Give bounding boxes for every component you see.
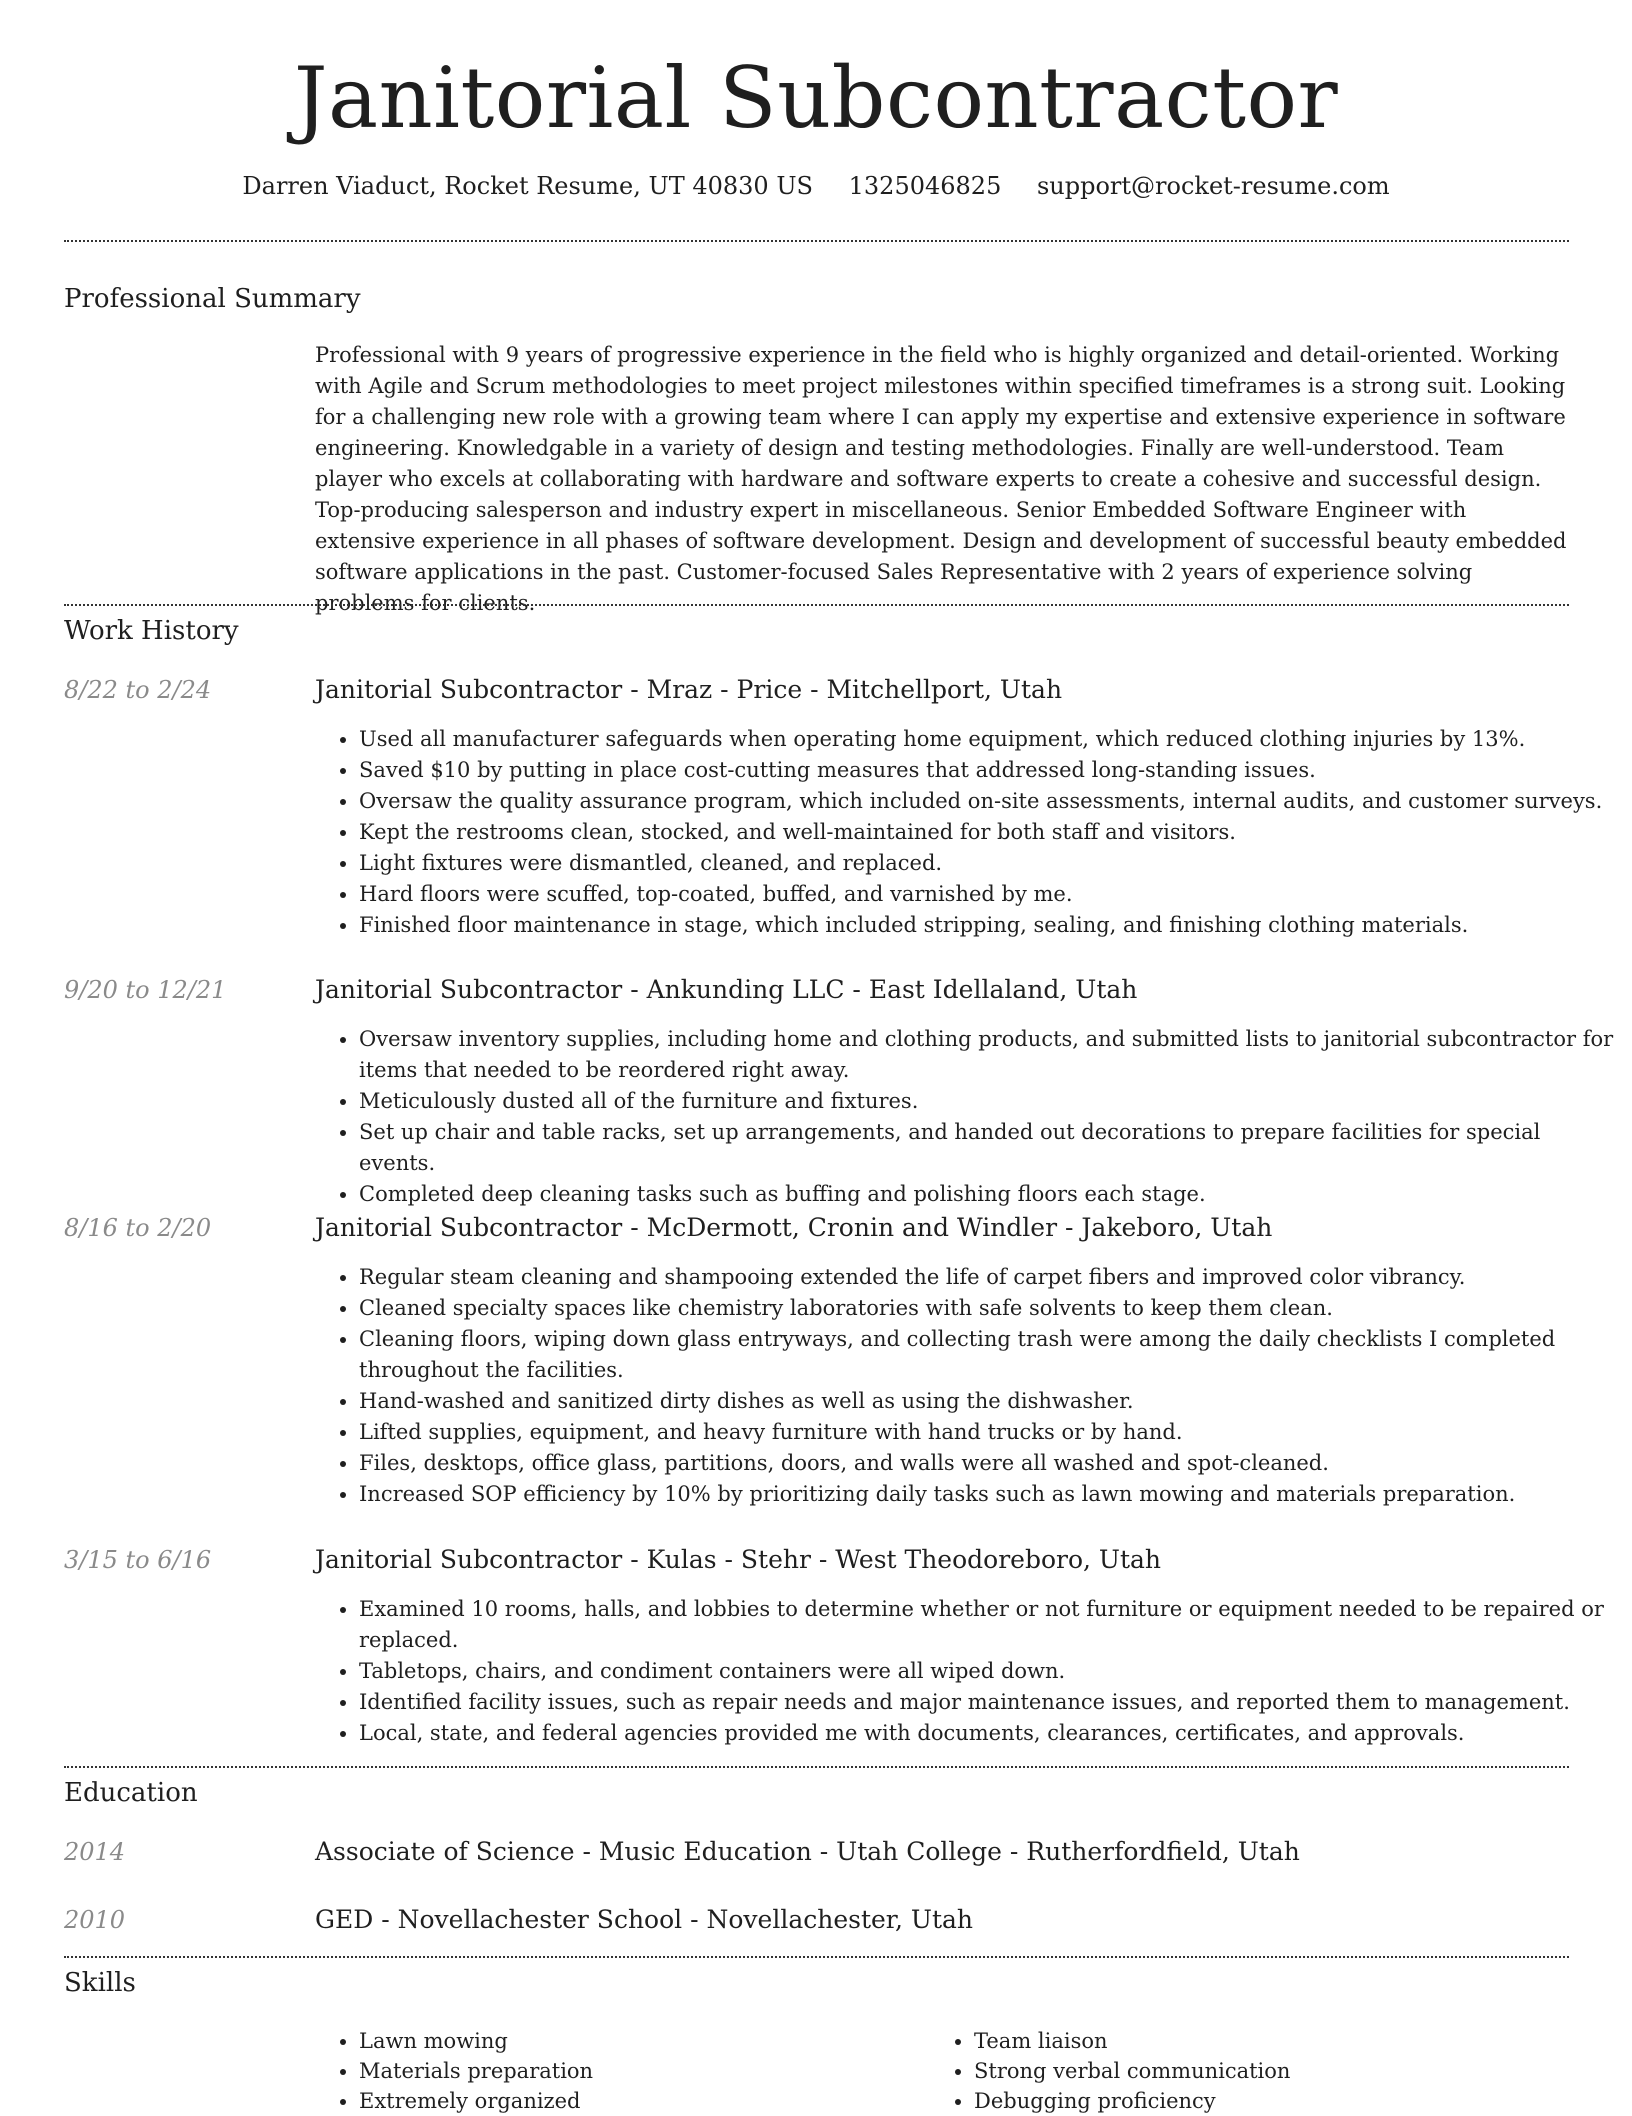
- job-bullet: • Set up chair and table racks, set up arrangements, and handed out decorations to prepare facilities for special events.: [359, 1117, 1614, 1179]
- job-bullet: • Saved $10 by putting in place cost-cutting measures that addressed long-standing issues.: [359, 755, 1614, 786]
- job-dates: 8/22 to 2/24: [64, 676, 212, 704]
- job-bullet: • Kept the restrooms clean, stocked, and well-maintained for both staff and visitors.: [359, 817, 1614, 848]
- contact-line: [0, 172, 1632, 200]
- skill-item: • Extremely organized: [359, 2086, 919, 2116]
- contact-address: Darren Viaduct, Rocket Resume, UT 40830 US: [242, 172, 813, 200]
- skills-list-right: [930, 2026, 1574, 2116]
- contact-phone: 1325046825: [848, 172, 1002, 200]
- skill-item: • Strong verbal communication: [974, 2056, 1574, 2086]
- job-bullet: • Local, state, and federal agencies provided me with documents, clearances, certificates, and approvals.: [359, 1718, 1614, 1749]
- education-year: 2014: [64, 1838, 126, 1866]
- work-history-heading: Work History: [64, 616, 239, 646]
- skills-list-left: [315, 2026, 919, 2116]
- job-bullet: • Completed deep cleaning tasks such as buffing and polishing floors each stage.: [359, 1179, 1614, 1210]
- skill-item: • Team liaison: [974, 2026, 1574, 2056]
- job-bullet: • Identified facility issues, such as repair needs and major maintenance issues, and reported them to management.: [359, 1687, 1614, 1718]
- summary-heading: Professional Summary: [64, 284, 361, 314]
- job-bullet: • Oversaw inventory supplies, including home and clothing products, and submitted lists to janitorial subcontractor for items that needed to be reordered right away.: [359, 1024, 1614, 1086]
- job-bullet: • Finished floor maintenance in stage, which included stripping, sealing, and finishing clothing materials.: [359, 910, 1614, 941]
- education-year: 2010: [64, 1906, 126, 1934]
- job-bullet: • Cleaned specialty spaces like chemistry laboratories with safe solvents to keep them clean.: [359, 1293, 1614, 1324]
- job-bullets: [315, 1594, 1614, 1749]
- skill-item: • Lawn mowing: [359, 2026, 919, 2056]
- job-dates: 9/20 to 12/21: [64, 976, 227, 1004]
- job-title: Janitorial Subcontractor - McDermott, Cronin and Windler - Jakeboro, Utah: [315, 1213, 1273, 1242]
- job-bullet: • Lifted supplies, equipment, and heavy furniture with hand trucks or by hand.: [359, 1417, 1614, 1448]
- education-title: GED - Novellachester School - Novellachester, Utah: [315, 1905, 974, 1934]
- job-bullets: [315, 1024, 1614, 1210]
- job-bullet: • Cleaning floors, wiping down glass entryways, and collecting trash were among the daily checklists I completed throughout the facilities.: [359, 1324, 1614, 1386]
- education-title: Associate of Science - Music Education - Utah College - Rutherfordfield, Utah: [315, 1837, 1300, 1866]
- job-title: Janitorial Subcontractor - Ankunding LLC - East Idellaland, Utah: [315, 975, 1138, 1004]
- section-divider: [64, 240, 1569, 242]
- job-bullet: • Examined 10 rooms, halls, and lobbies to determine whether or not furniture or equipment needed to be repaired or replaced.: [359, 1594, 1614, 1656]
- section-divider: [64, 1766, 1569, 1768]
- job-bullet: • Files, desktops, office glass, partitions, doors, and walls were all washed and spot-cleaned.: [359, 1448, 1614, 1479]
- job-bullet: • Oversaw the quality assurance program, which included on-site assessments, internal audits, and customer surveys.: [359, 786, 1614, 817]
- job-bullet: • Increased SOP efficiency by 10% by prioritizing daily tasks such as lawn mowing and materials preparation.: [359, 1479, 1614, 1510]
- job-bullets: [315, 724, 1614, 941]
- section-divider: [64, 604, 1569, 606]
- skill-item: • Materials preparation: [359, 2056, 919, 2086]
- education-heading: Education: [64, 1778, 198, 1808]
- job-bullet: • Light fixtures were dismantled, cleaned, and replaced.: [359, 848, 1614, 879]
- skill-item: • Debugging proficiency: [974, 2086, 1574, 2116]
- skills-heading: Skills: [64, 1968, 136, 1998]
- section-divider: [64, 1956, 1569, 1958]
- job-title: Janitorial Subcontractor - Mraz - Price - Mitchellport, Utah: [315, 675, 1063, 704]
- contact-email: support@rocket-resume.com: [1036, 172, 1390, 200]
- job-bullet: • Hard floors were scuffed, top-coated, buffed, and varnished by me.: [359, 879, 1614, 910]
- summary-text: Professional with 9 years of progressive experience in the field who is highly organized and detail-oriented. Working with Agile and Scrum methodologies to meet project milestones within specified timeframes is a strong suit. Looking for a challenging new role with a growing team where I can apply my expertise and extensive experience in software engineering. Knowledgable in a variety of design and testing methodologies. Finally are well-understood. Team player who excels at collaborating with hardware and software experts to create a cohesive and successful design. Top-producing salesperson and industry expert in miscellaneous. Senior Embedded Software Engineer with extensive experience in all phases of software development. Design and development of successful beauty embedded software applications in the past. Customer-focused Sales Representative with 2 years of experience solving problems for clients.: [315, 343, 1567, 615]
- resume-title: Janitorial Subcontractor: [293, 49, 1339, 147]
- job-bullet: • Hand-washed and sanitized dirty dishes as well as using the dishwasher.: [359, 1386, 1614, 1417]
- job-bullet: • Used all manufacturer safeguards when operating home equipment, which reduced clothing injuries by 13%.: [359, 724, 1614, 755]
- job-dates: 3/15 to 6/16: [64, 1546, 212, 1574]
- job-bullet: • Meticulously dusted all of the furniture and fixtures.: [359, 1086, 1614, 1117]
- job-bullets: [315, 1262, 1614, 1510]
- job-bullet: • Regular steam cleaning and shampooing extended the life of carpet fibers and improved color vibrancy.: [359, 1262, 1614, 1293]
- job-bullet: • Tabletops, chairs, and condiment containers were all wiped down.: [359, 1656, 1614, 1687]
- job-title: Janitorial Subcontractor - Kulas - Stehr - West Theodoreboro, Utah: [315, 1545, 1162, 1574]
- job-dates: 8/16 to 2/20: [64, 1214, 212, 1242]
